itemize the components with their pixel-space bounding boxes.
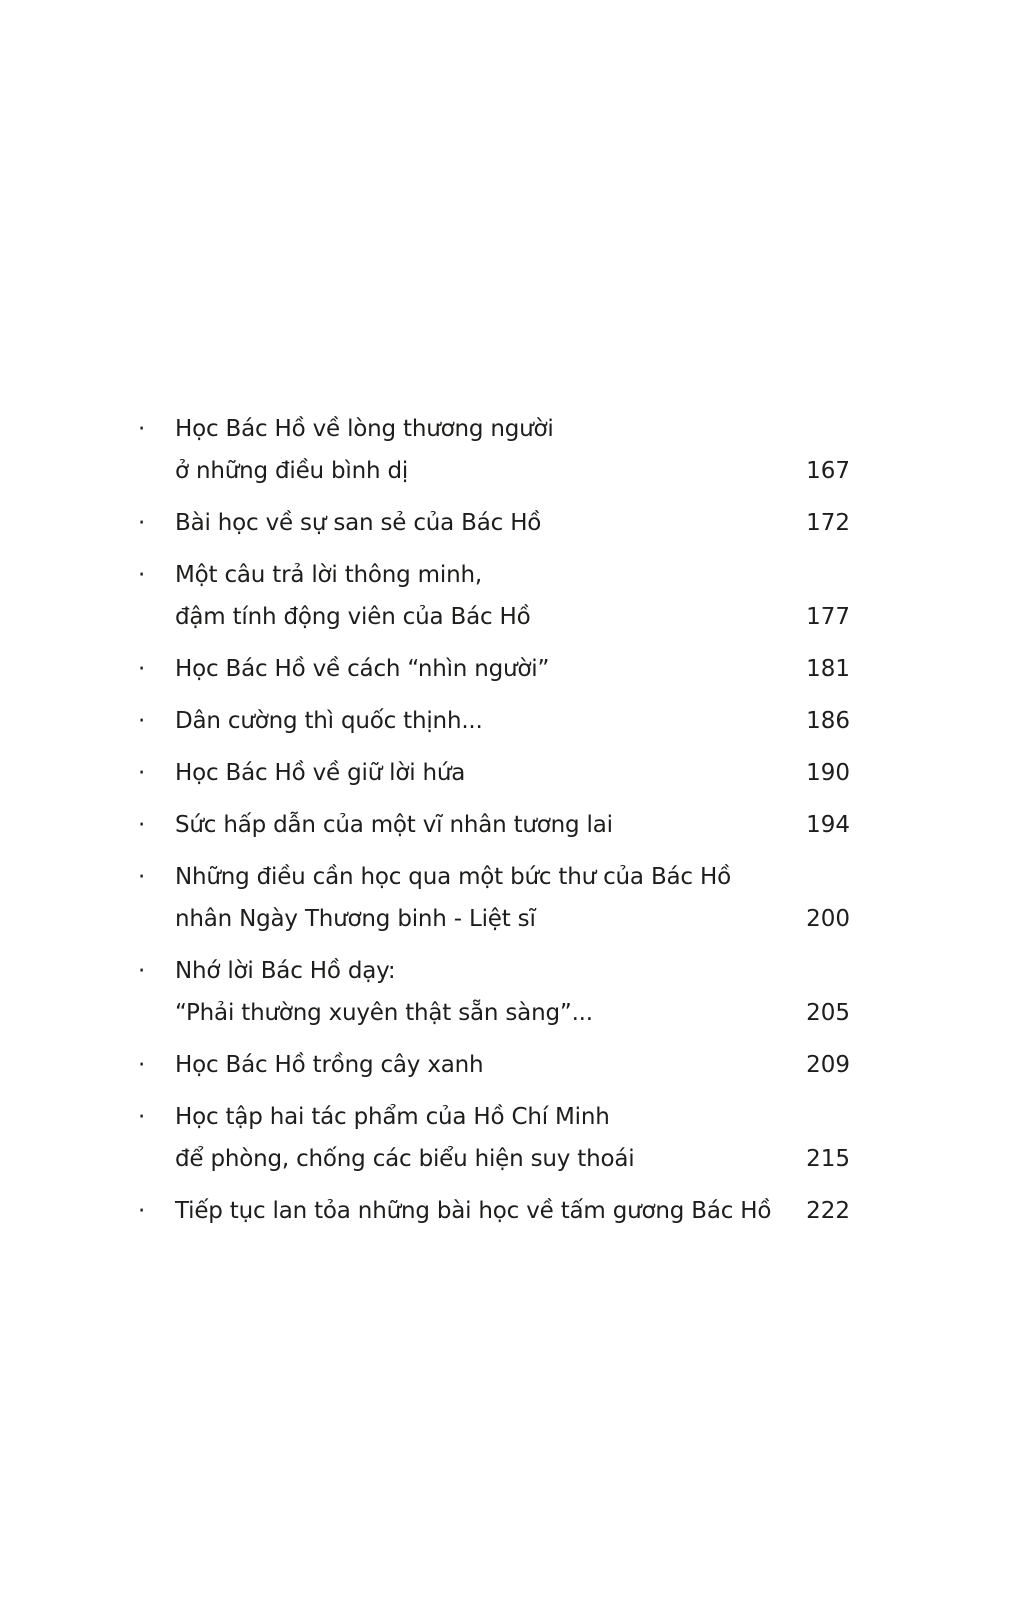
table-of-contents: [138, 408, 850, 1242]
entry-line: nhân Ngày Thương binh - Liệt sĩ: [175, 906, 536, 932]
entry-title: [175, 1044, 792, 1086]
entry-page-number: 167: [806, 458, 850, 484]
entry-page-number: 181: [806, 656, 850, 682]
toc-entry: [138, 1190, 850, 1232]
entry-page-number: 172: [806, 510, 850, 536]
entry-page-number: 222: [806, 1198, 850, 1224]
entry-line: Học Bác Hồ trồng cây xanh: [175, 1052, 484, 1078]
entry-title: [175, 804, 792, 846]
bullet-icon: ·: [138, 1198, 146, 1224]
entry-page-number: 215: [806, 1146, 850, 1172]
bullet-icon: ·: [138, 864, 146, 890]
entry-line: Học Bác Hồ về lòng thương người: [175, 416, 554, 442]
entry-page-number: 194: [806, 812, 850, 838]
entry-line: ở những điều bình dị: [175, 458, 409, 484]
entry-line: Học Bác Hồ về giữ lời hứa: [175, 760, 466, 786]
entry-title: [175, 950, 792, 1034]
toc-entry: [138, 648, 850, 690]
entry-line: Tiếp tục lan tỏa những bài học về tấm gương Bác Hồ: [175, 1198, 772, 1224]
toc-entry: [138, 950, 850, 1034]
bullet-icon: ·: [138, 760, 146, 786]
toc-entry: [138, 1044, 850, 1086]
bullet-icon: ·: [138, 510, 146, 536]
entry-line: Dân cường thì quốc thịnh...: [175, 708, 483, 734]
entry-line: Học Bác Hồ về cách “nhìn người”: [175, 656, 550, 682]
toc-entry: [138, 554, 850, 638]
bullet-icon: ·: [138, 416, 146, 442]
bullet-icon: ·: [138, 708, 146, 734]
toc-entry: [138, 700, 850, 742]
entry-title: [175, 700, 792, 742]
toc-entry: [138, 856, 850, 940]
entry-title: [175, 1096, 792, 1180]
entry-page-number: 205: [806, 1000, 850, 1026]
entry-title: [175, 752, 792, 794]
entry-line: “Phải thường xuyên thật sẵn sàng”...: [175, 1000, 593, 1026]
entry-page-number: 190: [806, 760, 850, 786]
entry-page-number: 186: [806, 708, 850, 734]
entry-line: Học tập hai tác phẩm của Hồ Chí Minh: [175, 1104, 610, 1130]
entry-title: [175, 408, 792, 492]
bullet-icon: ·: [138, 958, 146, 984]
entry-line: Bài học về sự san sẻ của Bác Hồ: [175, 510, 542, 536]
toc-entry: [138, 1096, 850, 1180]
entry-title: [175, 1190, 792, 1232]
toc-entry: [138, 804, 850, 846]
toc-entry: [138, 502, 850, 544]
entry-line: Những điều cần học qua một bức thư của Bác Hồ: [175, 864, 731, 890]
entry-page-number: 200: [806, 906, 850, 932]
entry-title: [175, 502, 792, 544]
bullet-icon: ·: [138, 1052, 146, 1078]
bullet-icon: ·: [138, 1104, 146, 1130]
entry-line: để phòng, chống các biểu hiện suy thoái: [175, 1146, 635, 1172]
entry-page-number: 177: [806, 604, 850, 630]
entry-title: [175, 554, 792, 638]
bullet-icon: ·: [138, 656, 146, 682]
entry-line: Sức hấp dẫn của một vĩ nhân tương lai: [175, 812, 613, 838]
entry-title: [175, 648, 792, 690]
entry-line: Nhớ lời Bác Hồ dạy:: [175, 958, 396, 984]
toc-entry: [138, 408, 850, 492]
bullet-icon: ·: [138, 562, 146, 588]
entry-line: Một câu trả lời thông minh,: [175, 562, 482, 588]
toc-entry: [138, 752, 850, 794]
entry-line: đậm tính động viên của Bác Hồ: [175, 604, 531, 630]
bullet-icon: ·: [138, 812, 146, 838]
entry-page-number: 209: [806, 1052, 850, 1078]
entry-title: [175, 856, 792, 940]
